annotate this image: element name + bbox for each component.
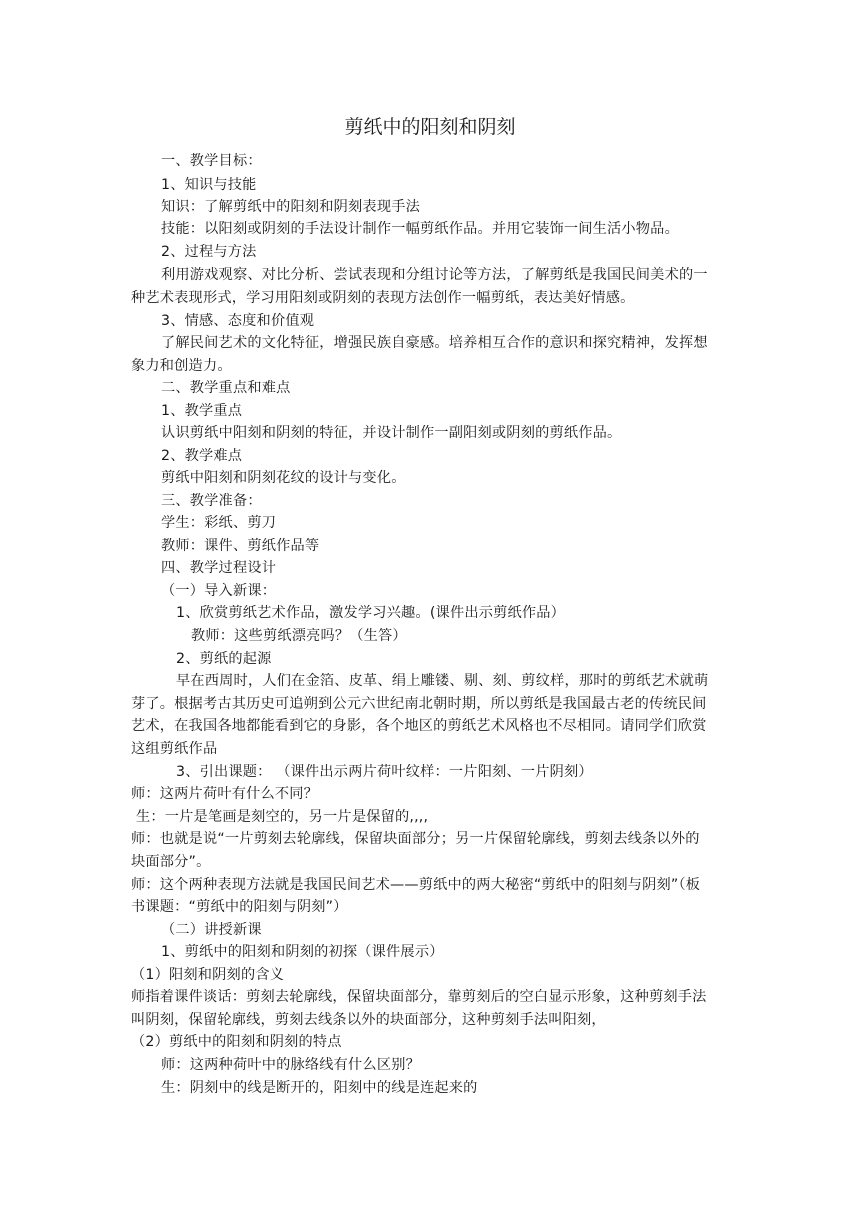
paragraph-line: 书课题：“剪纸中的阳刻与阴刻”） xyxy=(131,899,348,915)
section-heading: （二）讲授新课 xyxy=(161,922,262,938)
paragraph-line: 艺术，在我国各地都能看到它的身影，各个地区的剪纸艺术风格也不尽相同。请同学们欣赏 xyxy=(131,718,707,734)
section-heading: 一、教学目标： xyxy=(161,153,262,169)
paragraph-line: 生：一片是笔画是刻空的，另一片是保留的,,,, xyxy=(136,809,429,825)
paragraph-line: 块面部分”。 xyxy=(131,854,211,870)
paragraph-line: 技能：以阳刻或阴刻的手法设计制作一幅剪纸作品。并用它装饰一间生活小物品。 xyxy=(161,221,679,237)
subsection-heading: 2、剪纸的起源 xyxy=(176,651,272,667)
paragraph-line: 师：这两片荷叶有什么不同？ xyxy=(131,786,319,802)
paragraph-line: 象力和创造力。 xyxy=(131,358,232,374)
paragraph-line: 利用游戏观察、对比分析、尝试表现和分组讨论等方法，了解剪纸是我国民间美术的一 xyxy=(161,267,708,283)
section-heading: 三、教学准备： xyxy=(161,493,262,509)
paragraph-line: 认识剪纸中阳刻和阴刻的特征，并设计制作一副阳刻或阴刻的剪纸作品。 xyxy=(161,425,622,441)
paragraph-line: 学生：彩纸、剪刀 xyxy=(161,515,277,531)
subsection-heading: 1、教学重点 xyxy=(161,403,243,419)
section-heading: 四、教学过程设计 xyxy=(161,560,277,576)
paragraph-line: 知识：了解剪纸中的阳刻和阴刻表现手法 xyxy=(161,199,420,215)
paragraph-line: 早在西周时，人们在金箔、皮革、绢上雕镂、剔、刻、剪纹样，那时的剪纸艺术就萌 xyxy=(176,673,709,689)
subsection-heading: （2）剪纸中的阳刻和阴刻的特点 xyxy=(131,1034,342,1050)
paragraph-line: 生：阴刻中的线是断开的，阳刻中的线是连起来的 xyxy=(161,1080,478,1096)
paragraph-line: 剪纸中阳刻和阴刻花纹的设计与变化。 xyxy=(161,470,406,486)
paragraph-line: 师：这个两种表现方法就是我国民间艺术——剪纸中的两大秘密“剪纸中的阳刻与阴刻”（板 xyxy=(131,877,701,893)
subsection-heading: 2、过程与方法 xyxy=(161,244,257,260)
paragraph-line: 师：也就是说“一片剪刻去轮廓线，保留块面部分；另一片保留轮廓线，剪刻去线条以外的 xyxy=(131,831,700,847)
subsection-heading: 1、知识与技能 xyxy=(161,177,257,193)
document-title: 剪纸中的阳刻和阴刻 xyxy=(344,116,516,138)
paragraph-line: 1、欣赏剪纸艺术作品，激发学习兴趣。(课件出示剪纸作品） xyxy=(176,605,566,621)
section-heading: 二、教学重点和难点 xyxy=(161,380,291,396)
paragraph-line: 教师：这些剪纸漂亮吗？（生答） xyxy=(191,628,407,644)
paragraph-line: 这组剪纸作品 xyxy=(131,741,218,757)
paragraph-line: 教师：课件、剪纸作品等 xyxy=(161,538,320,554)
paragraph-line: 芽了。根据考古其历史可追朔到公元六世纪南北朝时期，所以剪纸是我国最古老的传统民间 xyxy=(131,696,707,712)
paragraph-line: 叫阴刻，保留轮廓线，剪刻去线条以外的块面部分，这种剪刻手法叫阳刻， xyxy=(131,1012,606,1028)
subsection-heading: （1）阳刻和阴刻的含义 xyxy=(131,967,285,983)
paragraph-line: 师：这两种荷叶中的脉络线有什么区别？ xyxy=(161,1057,420,1073)
subsection-heading: （一）导入新课： xyxy=(161,583,277,599)
paragraph-line: 种艺术表现形式，学习用阳刻或阴刻的表现方法创作一幅剪纸，表达美好情感。 xyxy=(131,290,635,306)
subsection-heading: 3、情感、态度和价值观 xyxy=(161,313,315,329)
paragraph-line: 了解民间艺术的文化特征，增强民族自豪感。培养相互合作的意识和探究精神，发挥想 xyxy=(161,335,708,351)
subsection-heading: 2、教学难点 xyxy=(161,448,243,464)
subsection-heading: 1、剪纸中的阳刻和阴刻的初探（课件展示） xyxy=(161,944,444,960)
subsection-heading: 3、引出课题： （课件出示两片荷叶纹样：一片阳刻、一片阴刻） xyxy=(176,764,593,780)
paragraph-line: 师指着课件谈话：剪刻去轮廓线，保留块面部分，靠剪刻后的空白显示形象，这种剪刻手法 xyxy=(131,989,707,1005)
